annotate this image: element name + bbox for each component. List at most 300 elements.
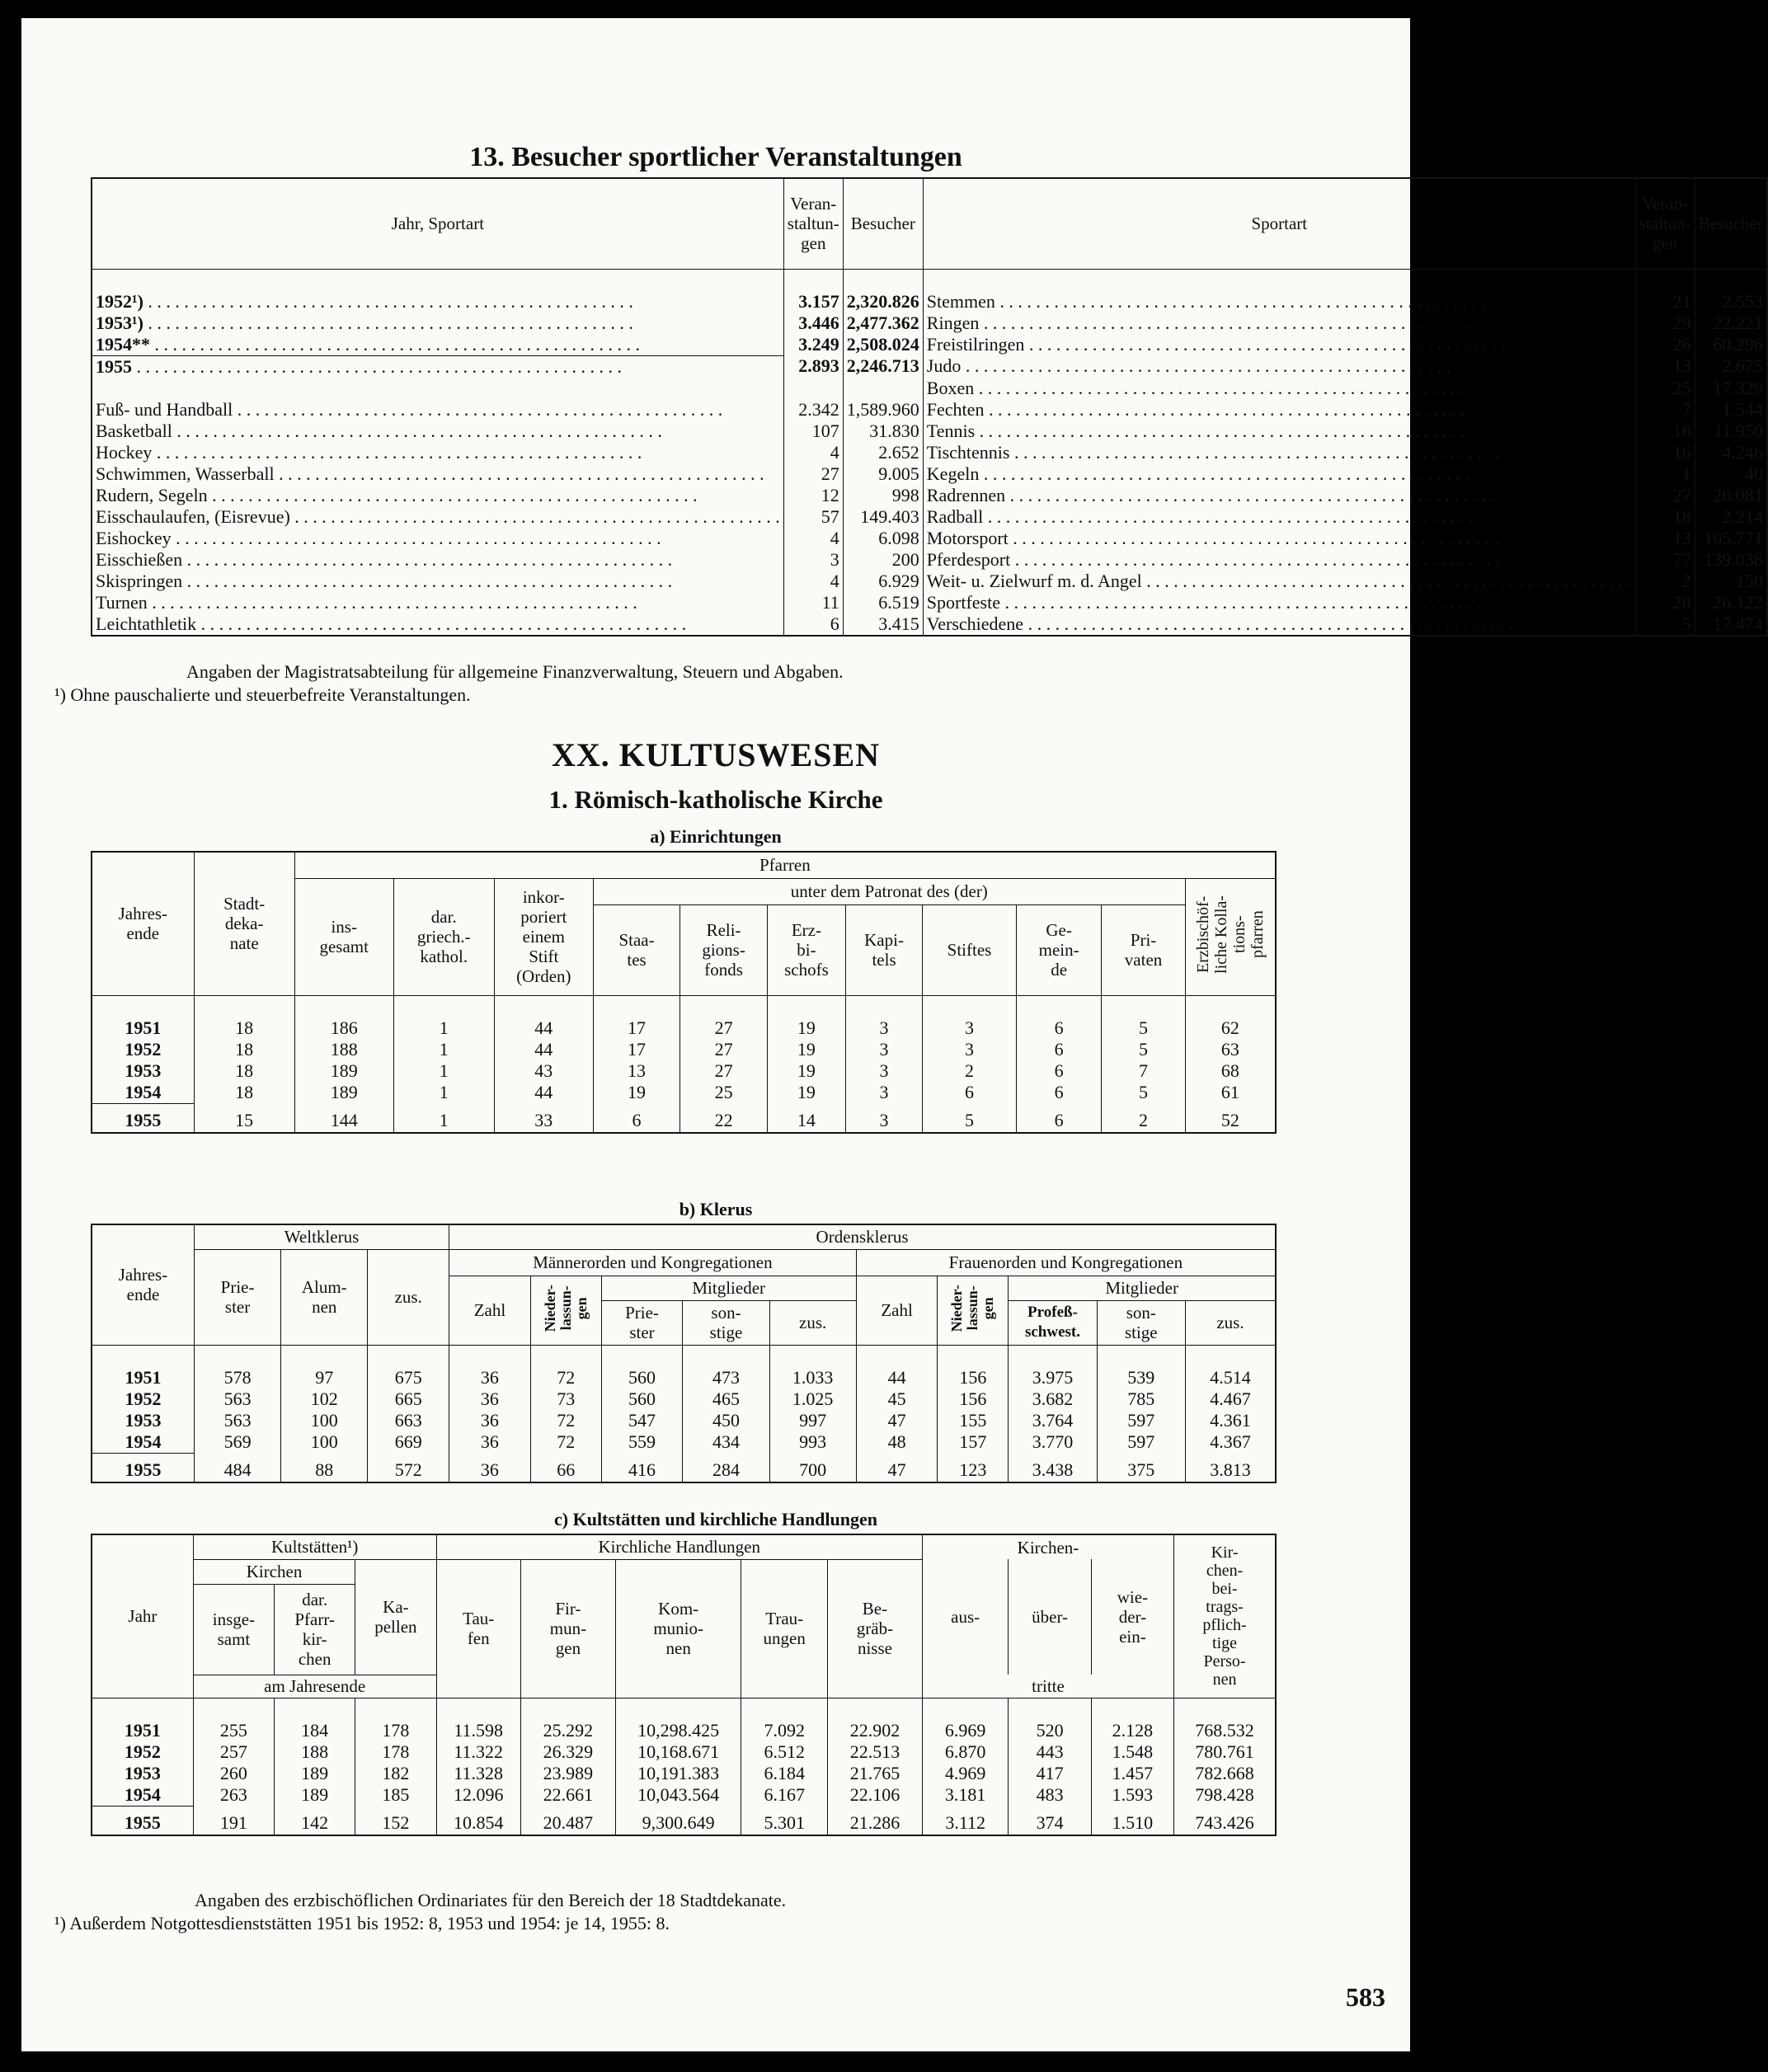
sport-visitors-right: 105.771: [1704, 527, 1763, 548]
header-profess: Profeß- schwest.: [1009, 1300, 1097, 1345]
header-aus: aus-: [922, 1559, 1009, 1675]
cell: 6.167: [741, 1784, 828, 1807]
cell: 182: [355, 1763, 436, 1784]
cell: 189: [294, 1082, 393, 1104]
cell: 27: [680, 1017, 768, 1039]
cell: 780.761: [1195, 1741, 1254, 1762]
cell: 3.813: [1210, 1459, 1251, 1480]
cell: 178: [355, 1741, 436, 1763]
church-footnote: ¹) Außerdem Notgottesdienststätten 1951 bis 1952: 8, 1953 und 1954: je 14, 1955: 8.: [54, 1913, 670, 1933]
sport-visitors-right: 2.675: [1722, 355, 1763, 377]
table-row: [92, 506, 1767, 528]
row-label: Radball: [926, 505, 984, 527]
sport-visitors: 1,589.960: [843, 399, 923, 421]
cell: 2: [1102, 1103, 1185, 1133]
sport-label-right: Judo . . . . . . . . . . . . . . . . . . . . . . . . . . . . . . . . . . . . . . . . . . . . . . . . . . . . . .: [923, 355, 1635, 378]
sport-events-right: 21: [1635, 291, 1695, 312]
table-row: [92, 549, 1767, 571]
header-kollations: Erzbischöf- liche Kolla- tions- pfarren: [1185, 878, 1276, 995]
sport-label-right: Motorsport . . . . . . . . . . . . . . . . . . . . . . . . . . . . . . . . . . . . . . . . . . . . . . . . . . . . . .: [923, 528, 1635, 549]
sport-label-right: Radball . . . . . . . . . . . . . . . . . . . . . . . . . . . . . . . . . . . . . . . . . . . . . . . . . . . . . .: [923, 506, 1635, 528]
cell: 156: [938, 1367, 1009, 1388]
cell: 36: [449, 1367, 531, 1388]
sport-visitors: 6.519: [843, 592, 923, 613]
cell: 4.969: [922, 1763, 1009, 1784]
sport-label-right: Sportfeste . . . . . . . . . . . . . . . . . . . . . . . . . . . . . . . . . . . . . . . . . . . . . . . . . . . . . .: [923, 592, 1635, 613]
cell: 3.112: [922, 1806, 1009, 1835]
header-jahr-c: Jahr: [92, 1534, 193, 1698]
cell: 33: [494, 1103, 593, 1133]
sport-visitors: 6.098: [843, 528, 923, 549]
sport-year-label: Eisschießen . . . . . . . . . . . . . . . . . . . . . . . . . . . . . . . . . . . . . . . . . . . . . . . . . . . . . .: [92, 549, 783, 571]
cell: 578: [194, 1367, 280, 1388]
row-label: Tischtennis: [926, 441, 1010, 463]
row-label: Judo: [926, 355, 962, 377]
row-year: 1955: [92, 1806, 193, 1835]
row-label: Eishockey: [96, 527, 172, 548]
cell: 9,300.649: [615, 1806, 741, 1835]
sport-year-label: 1954** . . . . . . . . . . . . . . . . . . . . . . . . . . . . . . . . . . . . . . . . . . . . . . . . . . . . . .: [92, 334, 783, 356]
cell: 6.512: [741, 1741, 828, 1763]
cell: 5: [1102, 1017, 1185, 1039]
cell: 4.367: [1210, 1431, 1251, 1452]
cell: 102: [281, 1388, 368, 1410]
row-label: Skispringen: [96, 570, 183, 591]
header-zus-f: zus.: [1185, 1300, 1276, 1345]
header-wieder: wie- der- ein-: [1091, 1559, 1173, 1675]
header-griech: dar. griech.- kathol.: [393, 878, 494, 995]
row-label: Ringen: [926, 312, 980, 333]
cell: 563: [194, 1410, 280, 1431]
sport-label-right: Weit- u. Zielwurf m. d. Angel . . . . . . . . . . . . . . . . . . . . . . . . . . . . . . . . . . . . . . . . . . . . . . . . . . . . . .: [923, 571, 1635, 592]
cell: 45: [856, 1388, 938, 1410]
cell: 142: [275, 1806, 355, 1835]
cell: 36: [449, 1388, 531, 1410]
sport-events-right: 13: [1635, 355, 1695, 378]
sport-visitors-right: 40: [1744, 463, 1763, 484]
cell: 22: [680, 1103, 768, 1133]
cell: 43: [494, 1060, 593, 1082]
cell: 189: [294, 1060, 393, 1082]
table-13-title: 13. Besucher sportlicher Veranstaltungen: [469, 142, 962, 172]
header-pfarren: Pfarren: [294, 852, 1276, 878]
spacer-row: [92, 995, 1276, 1017]
cell: 5.301: [741, 1806, 828, 1835]
cell: 10,191.383: [615, 1763, 741, 1784]
cell: 597: [1097, 1410, 1185, 1431]
row-year: 1951: [92, 1017, 194, 1039]
row-label: Weit- u. Zielwurf m. d. Angel: [926, 570, 1142, 591]
table-row: [92, 1806, 1276, 1835]
table-row: [92, 463, 1767, 485]
header-alumnen: Alum- nen: [281, 1249, 368, 1345]
cell: 4.361: [1210, 1409, 1251, 1431]
cell: 1.033: [769, 1367, 856, 1388]
cell: 484: [194, 1453, 280, 1482]
cell: 25.292: [520, 1720, 615, 1741]
cell: 44: [494, 1082, 593, 1104]
cell: 15: [194, 1103, 294, 1133]
cell: 21.286: [827, 1806, 922, 1835]
sport-label-right: Stemmen . . . . . . . . . . . . . . . . . . . . . . . . . . . . . . . . . . . . . . . . . . . . . . . . . . . . . .: [923, 291, 1635, 312]
cell: 255: [193, 1720, 274, 1741]
cell: 6.184: [741, 1763, 828, 1784]
row-year: 1954: [92, 1082, 194, 1104]
cell: 178: [355, 1720, 436, 1741]
header-stiftes: Stiftes: [923, 904, 1017, 995]
sport-events-right: 25: [1635, 378, 1695, 399]
cell: 144: [294, 1103, 393, 1133]
cell: 560: [601, 1388, 683, 1410]
cell: 257: [193, 1741, 274, 1763]
header-zus-welt: zus.: [368, 1249, 449, 1345]
row-year: 1952: [92, 1388, 194, 1410]
cell: 6: [1016, 1017, 1101, 1039]
cell: 88: [281, 1453, 368, 1482]
sport-visitors-right: 17.474: [1713, 613, 1763, 634]
header-insgesamt-c: insge- samt: [193, 1584, 274, 1675]
row-label: Schwimmen, Wasserball: [96, 463, 275, 484]
sport-events: 4: [783, 571, 843, 592]
cell: 560: [601, 1367, 683, 1388]
cell: 443: [1009, 1741, 1091, 1763]
header-firmungen: Fir- mun- gen: [520, 1559, 615, 1698]
cell: 36: [449, 1453, 531, 1482]
sport-footnote: ¹) Ohne pauschalierte und steuerbefreite Veranstaltungen.: [54, 684, 471, 705]
cell: 73: [530, 1388, 601, 1410]
sport-events-right: 29: [1635, 312, 1695, 334]
table-row: [92, 312, 1767, 334]
cell: 188: [294, 1039, 393, 1060]
table-row: [92, 1103, 1276, 1133]
cell: 13: [593, 1060, 680, 1082]
cell: 22.902: [827, 1720, 922, 1741]
cell: 1.510: [1091, 1806, 1173, 1835]
cell: 19: [767, 1039, 845, 1060]
table-row: [92, 1060, 1276, 1082]
cell: 663: [368, 1410, 449, 1431]
cell: 3.975: [1009, 1367, 1097, 1388]
sport-label-right: Freistilringen . . . . . . . . . . . . . . . . . . . . . . . . . . . . . . . . . . . . . . . . . . . . . . . . . . . . . .: [923, 334, 1635, 356]
cell: 47: [856, 1410, 938, 1431]
sport-year-label: 1952¹) . . . . . . . . . . . . . . . . . . . . . . . . . . . . . . . . . . . . . . . . . . . . . . . . . . . . . .: [92, 291, 783, 312]
spacer-row: [92, 1345, 1276, 1367]
sport-events-right: 13: [1635, 528, 1695, 549]
header-zahl-m: Zahl: [449, 1276, 531, 1345]
header-year-sport: Jahr, Sportart: [92, 178, 783, 269]
sport-events: 12: [783, 485, 843, 506]
page: [21, 18, 1763, 2051]
cell: 465: [683, 1388, 769, 1410]
sport-events: 4: [783, 528, 843, 549]
cell: 155: [938, 1410, 1009, 1431]
sport-visitors: 9.005: [843, 463, 923, 485]
cell: 2: [923, 1060, 1017, 1082]
sport-visitors: 2,477.362: [843, 312, 923, 334]
header-events: Veran- staltun- gen: [783, 178, 843, 269]
header-events-right: Veran- staltun- gen: [1635, 178, 1695, 269]
header-priester: Prie- ster: [194, 1249, 280, 1345]
cell: 669: [368, 1431, 449, 1454]
table-row: [92, 1410, 1276, 1431]
header-kapitels: Kapi- tels: [846, 904, 923, 995]
cell: 1.457: [1091, 1763, 1173, 1784]
sport-year-label: 1953¹) . . . . . . . . . . . . . . . . . . . . . . . . . . . . . . . . . . . . . . . . . . . . . . . . . . . . . .: [92, 312, 783, 334]
cell: 997: [769, 1410, 856, 1431]
table-a-title: a) Einrichtungen: [650, 826, 782, 847]
sport-events-right: 7: [1635, 399, 1695, 421]
header-beitragspflichtige: Kir- chen- bei- trags- pflich- tige Perso- nen: [1174, 1534, 1276, 1698]
sport-label-right: Boxen . . . . . . . . . . . . . . . . . . . . . . . . . . . . . . . . . . . . . . . . . . . . . . . . . . . . . .: [923, 378, 1635, 399]
header-kapellen: Ka- pellen: [355, 1559, 436, 1675]
cell: 185: [355, 1784, 436, 1807]
row-year: 1955: [92, 1453, 194, 1482]
sport-events: 3: [783, 549, 843, 571]
sport-visitors: 149.403: [843, 506, 923, 528]
sport-label-right: Kegeln . . . . . . . . . . . . . . . . . . . . . . . . . . . . . . . . . . . . . . . . . . . . . . . . . . . . . .: [923, 463, 1635, 485]
cell: 18: [194, 1039, 294, 1060]
cell: 768.532: [1195, 1719, 1254, 1741]
header-sonstige-m: son- stige: [683, 1300, 769, 1345]
row-label: Boxen: [926, 377, 975, 398]
cell: 19: [593, 1082, 680, 1104]
cell: 48: [856, 1431, 938, 1454]
cell: 675: [368, 1367, 449, 1388]
cell: 10,298.425: [615, 1720, 741, 1741]
sport-events: 4: [783, 442, 843, 463]
cell: 260: [193, 1763, 274, 1784]
row-year: 1953: [92, 1060, 194, 1082]
row-label: 1954**: [96, 333, 150, 355]
sport-year-label: Rudern, Segeln . . . . . . . . . . . . . . . . . . . . . . . . . . . . . . . . . . . . . . . . . . . . . . . . . . . . . .: [92, 485, 783, 506]
row-year: 1954: [92, 1784, 193, 1807]
header-mitglieder-f: Mitglieder: [1009, 1276, 1276, 1300]
cell: 520: [1009, 1720, 1091, 1741]
cell: 374: [1009, 1806, 1091, 1835]
cell: 1: [393, 1017, 494, 1039]
cell: 18: [194, 1082, 294, 1104]
cell: 19: [767, 1060, 845, 1082]
row-label: Sportfeste: [926, 591, 1000, 613]
sport-visitors: 3.415: [843, 613, 923, 636]
sport-visitors-right: 26.081: [1713, 484, 1763, 505]
cell: 19: [767, 1082, 845, 1104]
sport-visitors: 998: [843, 485, 923, 506]
sport-visitors-right: 60.296: [1713, 333, 1763, 355]
header-jahresende: Jahres- ende: [92, 852, 194, 995]
cell: 22.513: [827, 1741, 922, 1763]
cell: 559: [601, 1431, 683, 1454]
row-year: 1954: [92, 1431, 194, 1454]
sport-visitors: 2.652: [843, 442, 923, 463]
cell: 417: [1009, 1763, 1091, 1784]
cell: 66: [530, 1453, 601, 1482]
header-kirchen-tritte: Kirchen-: [922, 1534, 1173, 1559]
cell: 188: [275, 1741, 355, 1763]
row-label: Freistilringen: [926, 333, 1025, 355]
cell: 23.989: [520, 1763, 615, 1784]
cell: 27: [680, 1060, 768, 1082]
cell: 123: [938, 1453, 1009, 1482]
row-label: Hockey: [96, 441, 153, 463]
table-row: [92, 421, 1767, 442]
sport-events: 3.249: [783, 334, 843, 356]
cell: 61: [1220, 1081, 1239, 1102]
cell: 44: [494, 1017, 593, 1039]
header-niederlassungen-m: Nieder- lassun- gen: [530, 1276, 601, 1345]
cell: 14: [767, 1103, 845, 1133]
row-label: 1952¹): [96, 290, 143, 312]
sport-events-right: 18: [1635, 506, 1695, 528]
table-b-title: b) Klerus: [679, 1199, 753, 1219]
sport-visitors-right: 150: [1735, 570, 1763, 591]
cell: 10,168.671: [615, 1741, 741, 1763]
cell: 36: [449, 1431, 531, 1454]
row-label: Rudern, Segeln: [96, 484, 208, 505]
cell: 7.092: [741, 1720, 828, 1741]
table-row: [92, 613, 1767, 636]
cell: 157: [938, 1431, 1009, 1454]
header-mitglieder-m: Mitglieder: [601, 1276, 856, 1300]
table-row: [92, 571, 1767, 592]
church-facilities-table: [91, 851, 1277, 1134]
sport-year-label: Leichtathletik . . . . . . . . . . . . . . . . . . . . . . . . . . . . . . . . . . . . . . . . . . . . . . . . . . . . . .: [92, 613, 783, 636]
table-row: [92, 442, 1767, 463]
sport-visitors-right: 2.553: [1722, 290, 1763, 312]
row-label: 1955: [96, 355, 132, 377]
row-label: Motorsport: [926, 527, 1009, 548]
cell: 3: [846, 1060, 923, 1082]
cell: 44: [856, 1367, 938, 1388]
cell: 18: [194, 1017, 294, 1039]
header-sonstige-f: son- stige: [1097, 1300, 1185, 1345]
cell: 22.661: [520, 1784, 615, 1807]
cell: 5: [1102, 1039, 1185, 1060]
cell: 10.854: [436, 1806, 520, 1835]
table-row: [92, 1741, 1276, 1763]
sport-events-right: 16: [1635, 421, 1695, 442]
table-row: [92, 528, 1767, 549]
cell: 1: [393, 1039, 494, 1060]
header-pfarrkirchen: dar. Pfarr- kir- chen: [275, 1584, 355, 1675]
sport-events: 27: [783, 463, 843, 485]
cell: 19: [767, 1017, 845, 1039]
cell: 11.598: [436, 1720, 520, 1741]
cell: 72: [530, 1431, 601, 1454]
header-trauungen: Trau- ungen: [741, 1559, 828, 1698]
cell: 2.128: [1091, 1720, 1173, 1741]
row-year: 1952: [92, 1741, 193, 1763]
section-heading: XX. KULTUSWESEN: [551, 736, 881, 773]
header-patronat: unter dem Patronat des (der): [593, 878, 1185, 904]
table-row: [92, 1039, 1276, 1060]
sport-visitors: 6.929: [843, 571, 923, 592]
worship-sites-table: [91, 1534, 1277, 1836]
cell: 3.181: [922, 1784, 1009, 1807]
cell: 434: [683, 1431, 769, 1454]
table-row: [92, 1784, 1276, 1807]
cell: 3.764: [1009, 1410, 1097, 1431]
cell: 375: [1097, 1453, 1185, 1482]
sport-visitors-right: 2.214: [1722, 505, 1763, 527]
cell: 18: [194, 1060, 294, 1082]
row-year: 1952: [92, 1039, 194, 1060]
header-begraebnisse: Be- gräb- nisse: [827, 1559, 922, 1698]
cell: 10,043.564: [615, 1784, 741, 1807]
header-ueber: über-: [1009, 1559, 1091, 1675]
clergy-table: [91, 1224, 1277, 1483]
cell: 21.765: [827, 1763, 922, 1784]
table-c-title: c) Kultstätten und kirchliche Handlungen: [554, 1509, 877, 1529]
cell: 547: [601, 1410, 683, 1431]
sport-events: 3.446: [783, 312, 843, 334]
cell: 68: [1220, 1059, 1239, 1081]
cell: 6: [1016, 1082, 1101, 1104]
sport-visitors-right: 1.544: [1722, 398, 1763, 420]
row-year: 1953: [92, 1763, 193, 1784]
cell: 22.106: [827, 1784, 922, 1807]
cell: 156: [938, 1388, 1009, 1410]
table-row: [92, 291, 1767, 312]
header-sport: Sportart: [923, 178, 1635, 269]
sport-year-label: Skispringen . . . . . . . . . . . . . . . . . . . . . . . . . . . . . . . . . . . . . . . . . . . . . . . . . . . . . .: [92, 571, 783, 592]
table-row: [92, 1017, 1276, 1039]
header-zus-m: zus.: [769, 1300, 856, 1345]
sport-label-right: Tennis . . . . . . . . . . . . . . . . . . . . . . . . . . . . . . . . . . . . . . . . . . . . . . . . . . . . . .: [923, 421, 1635, 442]
cell: 1.025: [769, 1388, 856, 1410]
header-zahl-f: Zahl: [856, 1276, 938, 1345]
cell: 27: [680, 1039, 768, 1060]
header-handlungen: Kirchliche Handlungen: [436, 1534, 922, 1559]
sport-visitors-right: 17.329: [1713, 377, 1763, 398]
table-row: [92, 1720, 1276, 1741]
sport-label-right: Pferdesport . . . . . . . . . . . . . . . . . . . . . . . . . . . . . . . . . . . . . . . . . . . . . . . . . . . . . .: [923, 549, 1635, 571]
sport-events: 2.893: [783, 355, 843, 378]
cell: 263: [193, 1784, 274, 1807]
cell: 100: [281, 1431, 368, 1454]
table-row: [92, 1431, 1276, 1454]
header-privaten: Pri- vaten: [1102, 904, 1185, 995]
cell: 473: [683, 1367, 769, 1388]
sport-year-label: 1955 . . . . . . . . . . . . . . . . . . . . . . . . . . . . . . . . . . . . . . . . . . . . . . . . . . . . . .: [92, 355, 783, 378]
header-kirchen: Kirchen: [193, 1559, 355, 1584]
cell: 72: [530, 1367, 601, 1388]
sport-events: 57: [783, 506, 843, 528]
header-priester-m: Prie- ster: [601, 1300, 683, 1345]
cell: 11.322: [436, 1741, 520, 1763]
table-row: [92, 1367, 1276, 1388]
cell: 3: [923, 1017, 1017, 1039]
cell: 4.467: [1210, 1388, 1251, 1409]
table-row: [92, 355, 1767, 378]
header-staates: Staa- tes: [593, 904, 680, 995]
cell: 63: [1220, 1038, 1239, 1059]
cell: 785: [1097, 1388, 1185, 1410]
sport-events: 3.157: [783, 291, 843, 312]
sport-events-right: 5: [1635, 613, 1695, 636]
row-label: Pferdesport: [926, 548, 1011, 570]
sport-visitors-right: 11.950: [1714, 420, 1763, 441]
table-row: [92, 378, 1767, 399]
sport-visitors: 31.830: [843, 421, 923, 442]
header-frauenorden: Frauenorden und Kongregationen: [856, 1249, 1276, 1276]
header-kultstaetten: Kultstätten¹): [193, 1534, 436, 1559]
cell: 100: [281, 1410, 368, 1431]
sport-source-note: Angaben der Magistratsabteilung für allgemeine Finanzverwaltung, Steuern und Abgaben.: [186, 661, 844, 682]
header-kommunionen: Kom- munio- nen: [615, 1559, 741, 1698]
cell: 416: [601, 1453, 683, 1482]
cell: 1.593: [1091, 1784, 1173, 1807]
